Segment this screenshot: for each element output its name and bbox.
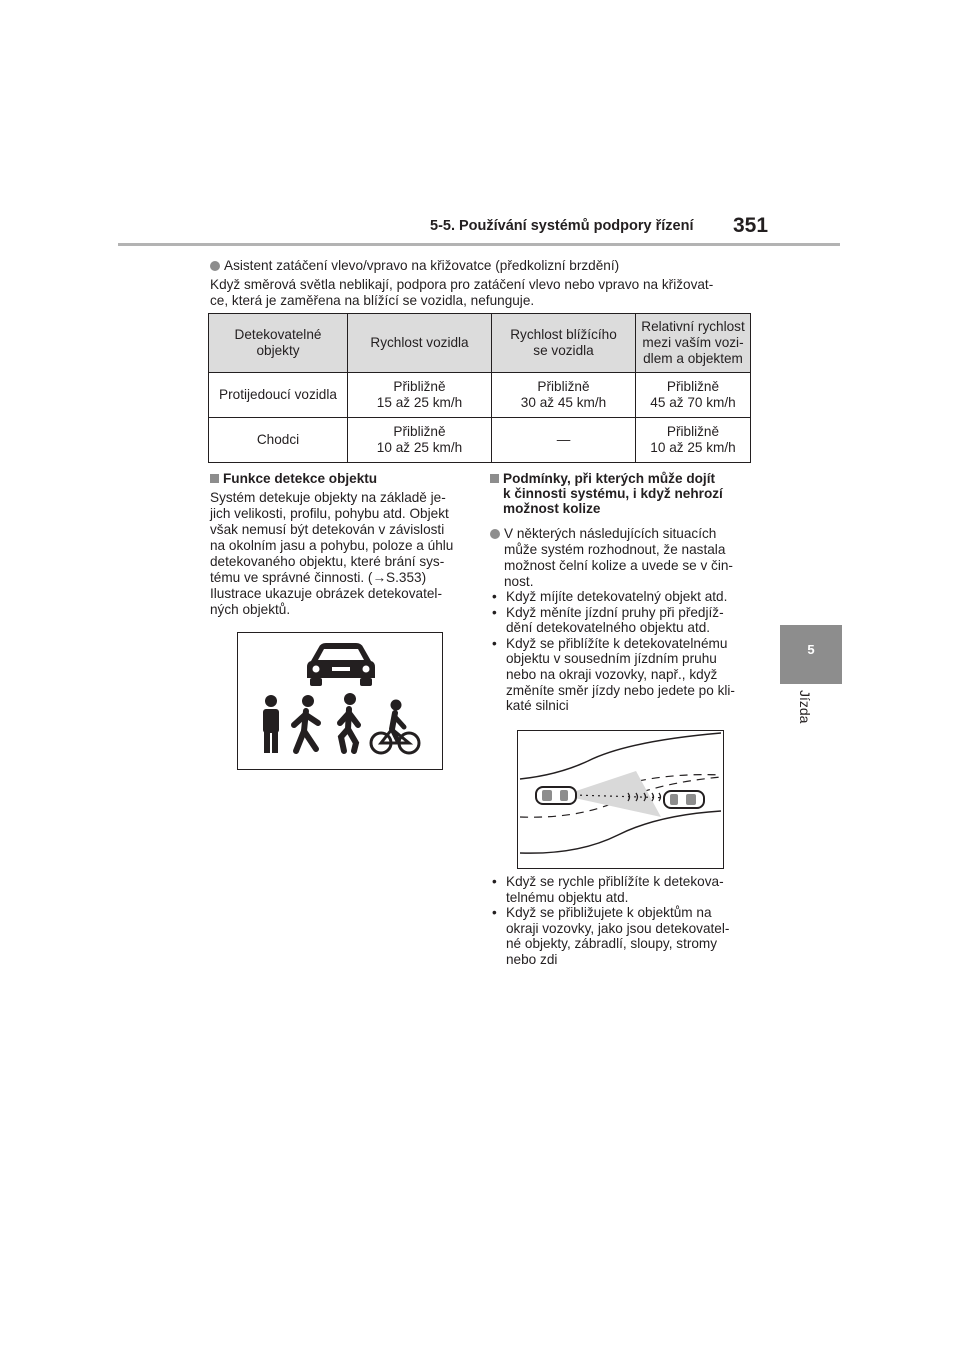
conditions-bullet: [490, 526, 760, 590]
list-item: • Když se přiblížíte k detekovatelnému objektu v sousedním jízdním pruhu nebo na okraji vozovky, např., když změníte směr jízdy nebo jedete po kli- katé silnici: [490, 636, 760, 714]
conditions-list-1: [490, 589, 760, 714]
page-reference-link[interactable]: S.353: [386, 570, 422, 585]
detected-vehicle-icon: [664, 791, 704, 808]
arrow-icon: →: [372, 570, 387, 585]
table-cell: Přibližně 30 až 45 km/h: [492, 373, 636, 418]
walking-person-icon: [294, 695, 318, 751]
chapter-label: Jízda: [797, 690, 813, 724]
conditions-bullet-text: V některých následujících situacích může systém rozhodnout, že nastala možnost čelní kolize a uvede se v čin- nost.: [504, 526, 733, 589]
page-number: 351: [733, 214, 769, 237]
table-header: Rychlost vozidla: [348, 314, 492, 373]
list-item: • Když míjíte detekovatelný objekt atd.: [490, 589, 760, 605]
detection-text: Systém detekuje objekty na základě je- jich velikosti, profilu, pohybu atd. Objekt však nemusí být detekován v závislosti na okolním jasu a pohybu, poloze a úhlu detekovaného objektu, které brání sys- tému ve správné činnosti. (: [210, 490, 454, 585]
table-cell: —: [492, 418, 636, 463]
list-item: • Když se přibližujete k objektům na okraji vozovky, jako jsou detekovatel- né objekty, zábradlí, sloupy, stromy nebo zdi: [490, 905, 760, 967]
table-cell: Přibližně 45 až 70 km/h: [636, 373, 751, 418]
cyclist-icon: [371, 700, 419, 754]
detectable-objects-figure: [237, 632, 443, 770]
speed-table: [208, 313, 751, 463]
bullet-icon: [210, 261, 220, 271]
square-bullet-icon: [210, 474, 219, 483]
detection-heading: [210, 471, 470, 486]
table-cell: Přibližně 10 až 25 km/h: [348, 418, 492, 463]
intro-bullet: [210, 258, 770, 274]
detection-text-end: ) Ilustrace ukazuje obrázek detekovatel- ných objektů.: [210, 570, 442, 617]
conditions-list-2: [490, 874, 760, 968]
header-divider: [118, 243, 840, 246]
intro-bullet-text: Asistent zatáčení vlevo/vpravo na křižovatce (předkolizní brzdění): [224, 258, 620, 273]
table-cell: Chodci: [209, 418, 348, 463]
chapter-number: 5: [807, 642, 815, 657]
sensor-beam: [570, 771, 661, 817]
list-item: • Když se rychle přiblížíte k detekova- telnému objektu atd.: [490, 874, 760, 905]
curved-road-figure: [517, 730, 724, 869]
table-header: Detekovatelné objekty: [209, 314, 348, 373]
section-title: 5-5. Používání systémů podpory řízení: [430, 218, 694, 234]
running-person-icon: [340, 693, 358, 751]
conditions-heading: [490, 471, 755, 516]
bullet-icon: [490, 529, 500, 539]
table-cell: Protijedoucí vozidla: [209, 373, 348, 418]
detection-heading-text: Funkce detekce objektu: [223, 471, 378, 486]
car-icon: [307, 643, 375, 686]
table-row: [209, 373, 751, 418]
conditions-heading-text: Podmínky, při kterých může dojít k činnosti systému, i když nehrozí možnost kolize: [503, 471, 723, 516]
table-header: Rychlost blížícího se vozidla: [492, 314, 636, 373]
standing-person-icon: [263, 695, 279, 753]
detection-paragraph: [210, 490, 475, 618]
table-cell: Přibližně 15 až 25 km/h: [348, 373, 492, 418]
square-bullet-icon: [490, 474, 499, 483]
table-row: [209, 418, 751, 463]
table-header-row: [209, 314, 751, 373]
own-vehicle-icon: [536, 787, 576, 804]
table-header: Relativní rychlost mezi vaším vozi- dlem a objektem: [636, 314, 751, 373]
table-cell: Přibližně 10 až 25 km/h: [636, 418, 751, 463]
intro-paragraph: Když směrová světla neblikají, podpora pro zatáčení vlevo nebo vpravo na křižovat- ce, která je zaměřena na blížící se vozidla, nefunguje.: [210, 277, 714, 308]
list-item: • Když měníte jízdní pruhy při předjíž- dění detekovatelného objektu atd.: [490, 605, 760, 636]
